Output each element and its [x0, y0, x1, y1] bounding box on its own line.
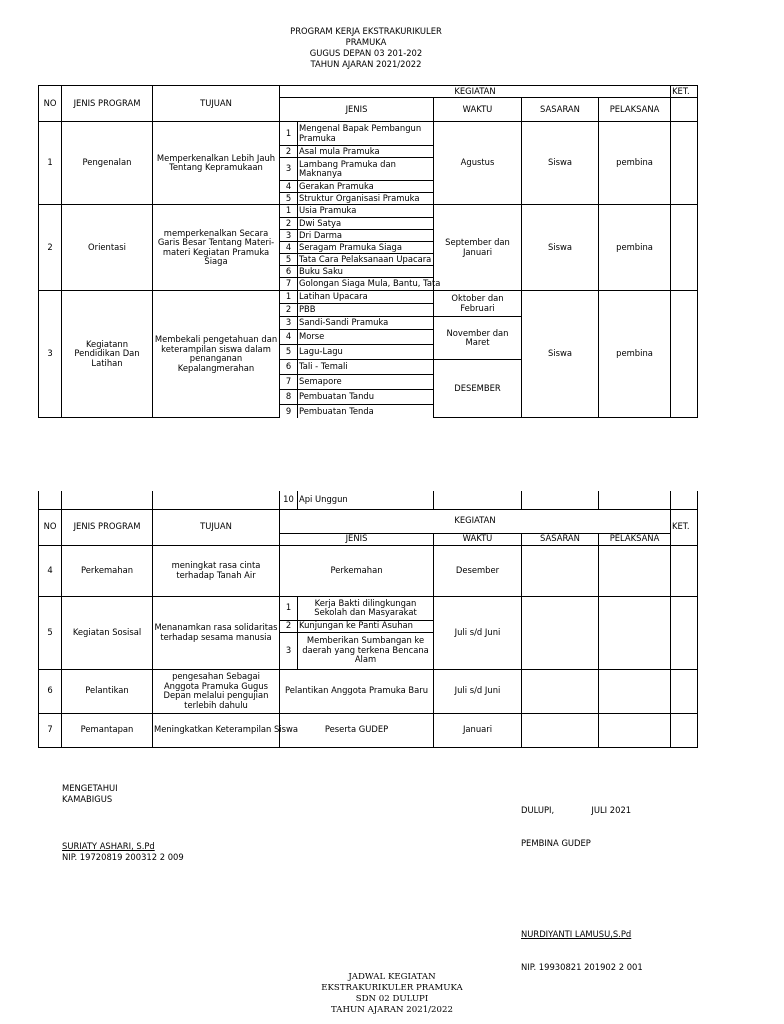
sign-left-line-2: KAMABIGUS — [62, 794, 113, 804]
item-number: 1 — [280, 291, 298, 304]
item-number: 7 — [280, 375, 298, 390]
item-number: 4 — [280, 242, 298, 254]
row-program: Pelantikan — [62, 669, 153, 713]
item-text: Dri Darma — [298, 230, 434, 242]
row-program: Pengenalan — [62, 122, 153, 205]
row-program: Pemantapan — [62, 713, 153, 747]
sign-right-name: NURDIYANTI LAMUSU,S.Pd — [521, 929, 632, 939]
table-row — [39, 122, 698, 146]
row-sasaran: Siswa — [522, 205, 599, 291]
row-pelaksana: pembina — [599, 291, 671, 418]
item-number: 5 — [280, 345, 298, 360]
item-number: 2 — [280, 218, 298, 230]
sign-left-nip: NIP. 19720819 200312 2 009 — [62, 852, 184, 862]
title-line-4: TAHUN AJARAN 2021/2022 — [310, 59, 422, 69]
item-number: 3 — [280, 158, 298, 181]
title-line-3: GUGUS DEPAN 03 201-202 — [309, 48, 423, 58]
item-text: Golongan Siaga Mula, Bantu, Tata — [298, 278, 434, 291]
program-table-page-2 — [38, 491, 698, 748]
item-text: Tata Cara Pelaksanaan Upacara — [298, 254, 434, 266]
header-kegiatan: KEGIATAN — [280, 86, 671, 98]
row-jenis: Pelantikan Anggota Pramuka Baru — [280, 669, 434, 713]
row-pelaksana — [599, 596, 671, 669]
row-sasaran — [522, 545, 599, 596]
signature-right — [521, 783, 643, 984]
item-text: Lambang Pramuka dan Maknanya — [298, 158, 434, 181]
item-text: Struktur Organisasi Pramuka — [298, 193, 434, 205]
item-number: 2 — [280, 620, 298, 632]
header-ket-empty — [671, 98, 698, 122]
header-pelaksana: PELAKSANA — [599, 98, 671, 122]
header-jenis-program: JENIS PROGRAM — [62, 509, 153, 545]
row-no: 4 — [39, 545, 62, 596]
item-number: 3 — [280, 632, 298, 669]
row-ket — [671, 669, 698, 713]
row-waktu: Desember — [434, 545, 522, 596]
row-waktu: Oktober dan Februari — [434, 291, 522, 317]
row-ket — [671, 545, 698, 596]
row-pelaksana — [599, 669, 671, 713]
row-program: Kegiatann Pendidikan Dan Latihan — [62, 291, 153, 418]
row-pelaksana: pembina — [599, 205, 671, 291]
header-tujuan: TUJUAN — [153, 509, 280, 545]
sign-left-name: SURIATY ASHARI, S.Pd — [62, 841, 155, 851]
row-waktu: Agustus — [434, 122, 522, 205]
row-program: Orientasi — [62, 205, 153, 291]
row-tujuan: Meningkatkan Keterampilan Siswa — [153, 713, 280, 747]
item-number: 10 — [280, 491, 298, 509]
header-no: NO — [39, 86, 62, 122]
row-ket — [671, 122, 698, 205]
item-number: 3 — [280, 230, 298, 242]
header-kegiatan: KEGIATAN — [280, 509, 671, 533]
item-number: 8 — [280, 390, 298, 405]
row-no: 1 — [39, 122, 62, 205]
row-program: Perkemahan — [62, 545, 153, 596]
row-sasaran: Siswa — [522, 122, 599, 205]
header-jenis: JENIS — [280, 533, 434, 545]
item-text: Dwi Satya — [298, 218, 434, 230]
row-no: 5 — [39, 596, 62, 669]
item-number: 4 — [280, 181, 298, 193]
table-row — [39, 205, 698, 218]
item-text: Sandi-Sandi Pramuka — [298, 317, 434, 330]
item-text: Seragam Pramuka Siaga — [298, 242, 434, 254]
row-jenis: Perkemahan — [280, 545, 434, 596]
table-row — [39, 491, 698, 509]
item-text: Gerakan Pramuka — [298, 181, 434, 193]
item-number: 2 — [280, 304, 298, 317]
row-sasaran — [522, 713, 599, 747]
header-pelaksana: PELAKSANA — [599, 533, 671, 545]
item-text: Memberikan Sumbangan ke daerah yang terkena Bencana Alam — [298, 632, 434, 669]
table-row — [39, 713, 698, 747]
row-waktu: Juli s/d Juni — [434, 669, 522, 713]
header-sasaran: SASARAN — [522, 98, 599, 122]
row-waktu: Juli s/d Juni — [434, 596, 522, 669]
row-sasaran — [522, 596, 599, 669]
row-pelaksana — [599, 713, 671, 747]
item-text: Usia Pramuka — [298, 205, 434, 218]
program-table-page-1 — [38, 85, 698, 418]
row-pelaksana: pembina — [599, 122, 671, 205]
item-number: 1 — [280, 596, 298, 620]
row-waktu: Januari — [434, 713, 522, 747]
item-text: PBB — [298, 304, 434, 317]
header-no: NO — [39, 509, 62, 545]
sign-right-nip: NIP. 19930821 201902 2 001 — [521, 962, 643, 972]
title-line-1: PROGRAM KERJA EKSTRAKURIKULER — [290, 26, 442, 36]
item-number: 5 — [280, 254, 298, 266]
row-jenis: Peserta GUDEP — [280, 713, 434, 747]
footer-line-4: TAHUN AJARAN 2021/2022 — [331, 1005, 453, 1015]
row-pelaksana — [599, 545, 671, 596]
header-ket: KET. — [671, 509, 698, 545]
item-number: 9 — [280, 405, 298, 418]
row-tujuan: meningkat rasa cinta terhadap Tanah Air — [153, 545, 280, 596]
row-tujuan: memperkenalkan Secara Garis Besar Tentang Materi-materi Kegiatan Pramuka Siaga — [153, 205, 280, 291]
header-waktu: WAKTU — [434, 533, 522, 545]
item-text: Latihan Upacara — [298, 291, 434, 304]
item-text: Buku Saku — [298, 266, 434, 278]
item-text: Kerja Bakti dilingkungan Sekolah dan Masyarakat — [298, 596, 434, 620]
footer-line-3: SDN 02 DULUPI — [355, 994, 429, 1004]
item-number: 2 — [280, 146, 298, 158]
row-waktu: September dan Januari — [434, 205, 522, 291]
row-sasaran: Siswa — [522, 291, 599, 418]
row-waktu: November dan Maret — [434, 317, 522, 360]
footer-title — [0, 972, 784, 1016]
row-tujuan: Memperkenalkan Lebih Jauh Tentang Kepramukaan — [153, 122, 280, 205]
row-sasaran — [522, 669, 599, 713]
item-text: Tali - Temali — [298, 360, 434, 375]
row-tujuan: pengesahan Sebagai Anggota Pramuka Gugus Depan melalui pengujian terlebih dahulu — [153, 669, 280, 713]
header-tujuan: TUJUAN — [153, 86, 280, 122]
header-waktu: WAKTU — [434, 98, 522, 122]
footer-line-2: EKSTRAKURIKULER PRAMUKA — [321, 983, 463, 993]
header-sasaran: SASARAN — [522, 533, 599, 545]
row-program: Kegiatan Sosisal — [62, 596, 153, 669]
item-text: Pembuatan Tandu — [298, 390, 434, 405]
table-row — [39, 596, 698, 620]
footer-line-1: JADWAL KEGIATAN — [348, 972, 436, 982]
item-text: Api Unggun — [298, 491, 434, 509]
document-title — [0, 26, 732, 70]
sign-left-line-1: MENGETAHUI — [62, 783, 118, 793]
row-ket — [671, 713, 698, 747]
table-row — [39, 669, 698, 713]
item-number: 5 — [280, 193, 298, 205]
header-ket: KET. — [671, 86, 698, 98]
item-text: Pembuatan Tenda — [298, 405, 434, 418]
title-line-2: PRAMUKA — [345, 37, 387, 47]
item-text: Asal mula Pramuka — [298, 146, 434, 158]
header-jenis-program: JENIS PROGRAM — [62, 86, 153, 122]
item-number: 1 — [280, 205, 298, 218]
item-number: 4 — [280, 330, 298, 345]
sign-right-line-2: PEMBINA GUDEP — [521, 838, 591, 848]
item-number: 6 — [280, 360, 298, 375]
item-number: 1 — [280, 122, 298, 146]
item-text: Mengenal Bapak Pembangun Pramuka — [298, 122, 434, 146]
item-text: Morse — [298, 330, 434, 345]
row-ket — [671, 596, 698, 669]
sign-right-line-1: DULUPI, JULI 2021 — [521, 805, 632, 815]
header-jenis: JENIS — [280, 98, 434, 122]
item-text: Kunjungan ke Panti Asuhan — [298, 620, 434, 632]
item-number: 7 — [280, 278, 298, 291]
row-no: 7 — [39, 713, 62, 747]
signature-left — [62, 783, 184, 863]
row-tujuan: Menanamkan rasa solidaritas terhadap sesama manusia — [153, 596, 280, 669]
item-text: Semapore — [298, 375, 434, 390]
row-no: 6 — [39, 669, 62, 713]
row-ket — [671, 205, 698, 291]
row-no: 2 — [39, 205, 62, 291]
table-row — [39, 545, 698, 596]
row-waktu: DESEMBER — [434, 360, 522, 418]
item-text: Lagu-Lagu — [298, 345, 434, 360]
row-no: 3 — [39, 291, 62, 418]
item-number: 3 — [280, 317, 298, 330]
item-number: 6 — [280, 266, 298, 278]
row-ket — [671, 291, 698, 418]
table-row — [39, 291, 698, 304]
row-tujuan: Membekali pengetahuan dan keterampilan siswa dalam penanganan Kepalangmerahan — [153, 291, 280, 418]
